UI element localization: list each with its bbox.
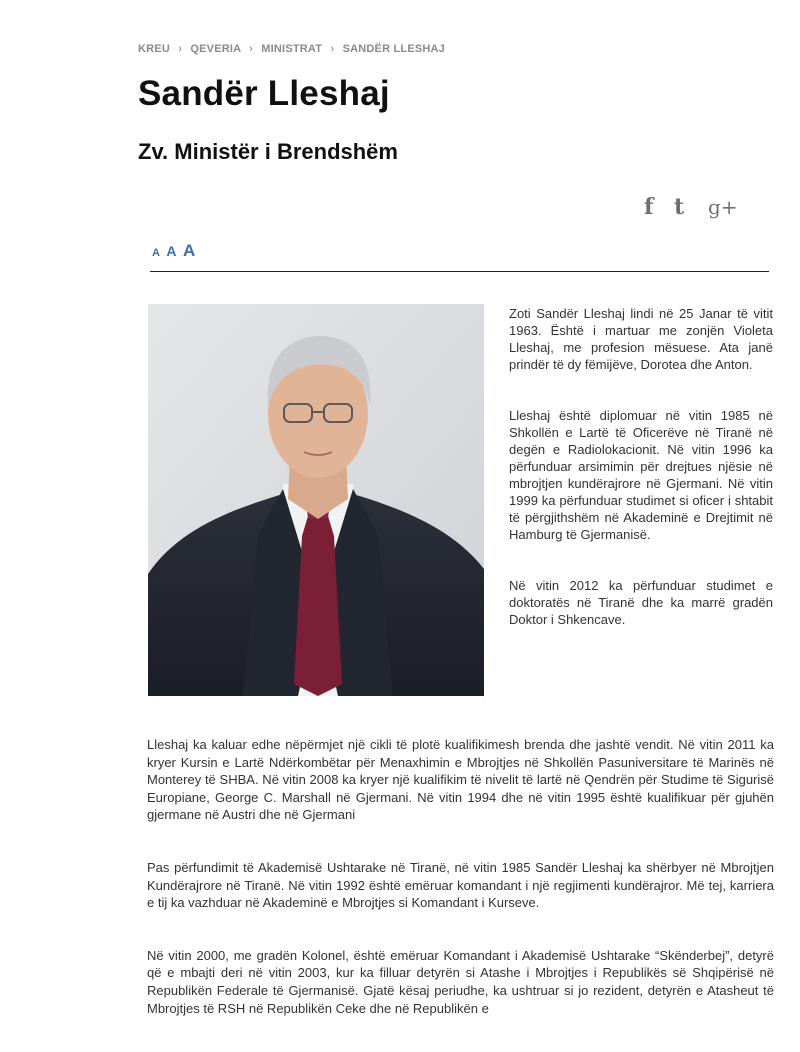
facebook-icon[interactable]: f <box>644 194 654 220</box>
breadcrumb-current-page: SANDËR LLESHAJ <box>342 43 446 55</box>
bio-paragraph: Lleshaj është diplomuar në vitin 1985 në Shkollën e Lartë të Oficerëve në Tiranë në degën e Radiolokacionit. Në vitin 1996 ka përfunduar arsimimin për drejtues njësie në mbrojtjen kundërajrore në Gjermani. Në vitin 1999 ka përfunduar studimet si oficer i shtabit të përgjithshëm në Akademinë e Drejtimit në Hamburg të Gjermanisë. <box>509 408 773 542</box>
breadcrumb-separator: › <box>330 43 335 55</box>
twitter-icon[interactable]: t <box>674 194 685 220</box>
breadcrumb-kreu-link[interactable]: KREU <box>138 43 170 55</box>
font-size-large-button[interactable]: A <box>182 241 196 260</box>
page-title: Sandër Lleshaj <box>138 74 390 113</box>
breadcrumb <box>138 43 445 55</box>
breadcrumb-qeveria-link[interactable]: QEVERIA <box>190 43 241 55</box>
bio-paragraph: Në vitin 2000, me gradën Kolonel, është emëruar Komandant i Akademisë Ushtarake “Skënderbej”, detyrë që e mbajti deri në vitin 2003, kur ka filluar detyrën si Atashe i Mbrojtjes i Republikës së Shqipërisë në Republikën Federale të Gjermanisë. Gjatë kësaj periudhe, ka ushtruar si jo rezident, detyrën e Atasheut të Mbrojtjes të RSH në Republikën Ceke dhe në Republikën e <box>147 947 774 1016</box>
bio-paragraph: Në vitin 2012 ka përfunduar studimet e doktoratës në Tiranë dhe ka marrë gradën Doktor i Shkencave. <box>509 578 773 627</box>
bio-paragraph: Lleshaj ka kaluar edhe nëpërmjet një cikli të plotë kualifikimesh brenda dhe jashtë vendit. Në vitin 2011 ka kryer Kursin e Lartë Ndërkombëtar për Menaxhimin e Mbrojtjes në Shkollën Pasuniversitare të Marinës në Monterey të SHBA. Në vitin 2008 ka kryer një kualifikim të nivelit të lartë në Qendrën për Studime të Sigurisë Europiane, George C. Marshall në Gjermani. Në vitin 1994 dhe në vitin 1995 është kualifikuar për gjuhën gjermane në Austri dhe në Gjermani <box>147 737 774 823</box>
bio-paragraph: Zoti Sandër Lleshaj lindi në 25 Janar të vitit 1963. Është i martuar me zonjën Violeta Lleshaj, me profesion mësuese. Ata janë prindër të dy fëmijëve, Dorotea dhe Anton. <box>509 306 773 372</box>
bio-full-text <box>147 736 774 1052</box>
font-size-controls <box>152 241 197 261</box>
portrait-photo <box>148 304 484 696</box>
divider <box>150 271 769 272</box>
font-size-small-button[interactable]: A <box>152 247 160 259</box>
page-subtitle: Zv. Ministër i Brendshëm <box>138 139 398 164</box>
bio-paragraph: Pas përfundimit të Akademisë Ushtarake në Tiranë, në vitin 1985 Sandër Lleshaj ka shërbyer në Mbrojtjen Kundërajrore në Tiranë. Në vitin 1992 është emëruar komandant i një regjimenti kundërajror. Më tej, karriera e tij ka vazhduar në Akademinë e Mbrojtjes si Komandant i Kurseve. <box>147 859 774 911</box>
bio-side-text <box>509 305 773 628</box>
breadcrumb-separator: › <box>249 43 254 55</box>
social-share-bar <box>644 194 738 220</box>
breadcrumb-separator: › <box>178 43 183 55</box>
googleplus-icon[interactable]: g+ <box>708 195 738 219</box>
font-size-medium-button[interactable]: A <box>166 243 177 259</box>
breadcrumb-ministrat-link[interactable]: MINISTRAT <box>261 43 323 55</box>
